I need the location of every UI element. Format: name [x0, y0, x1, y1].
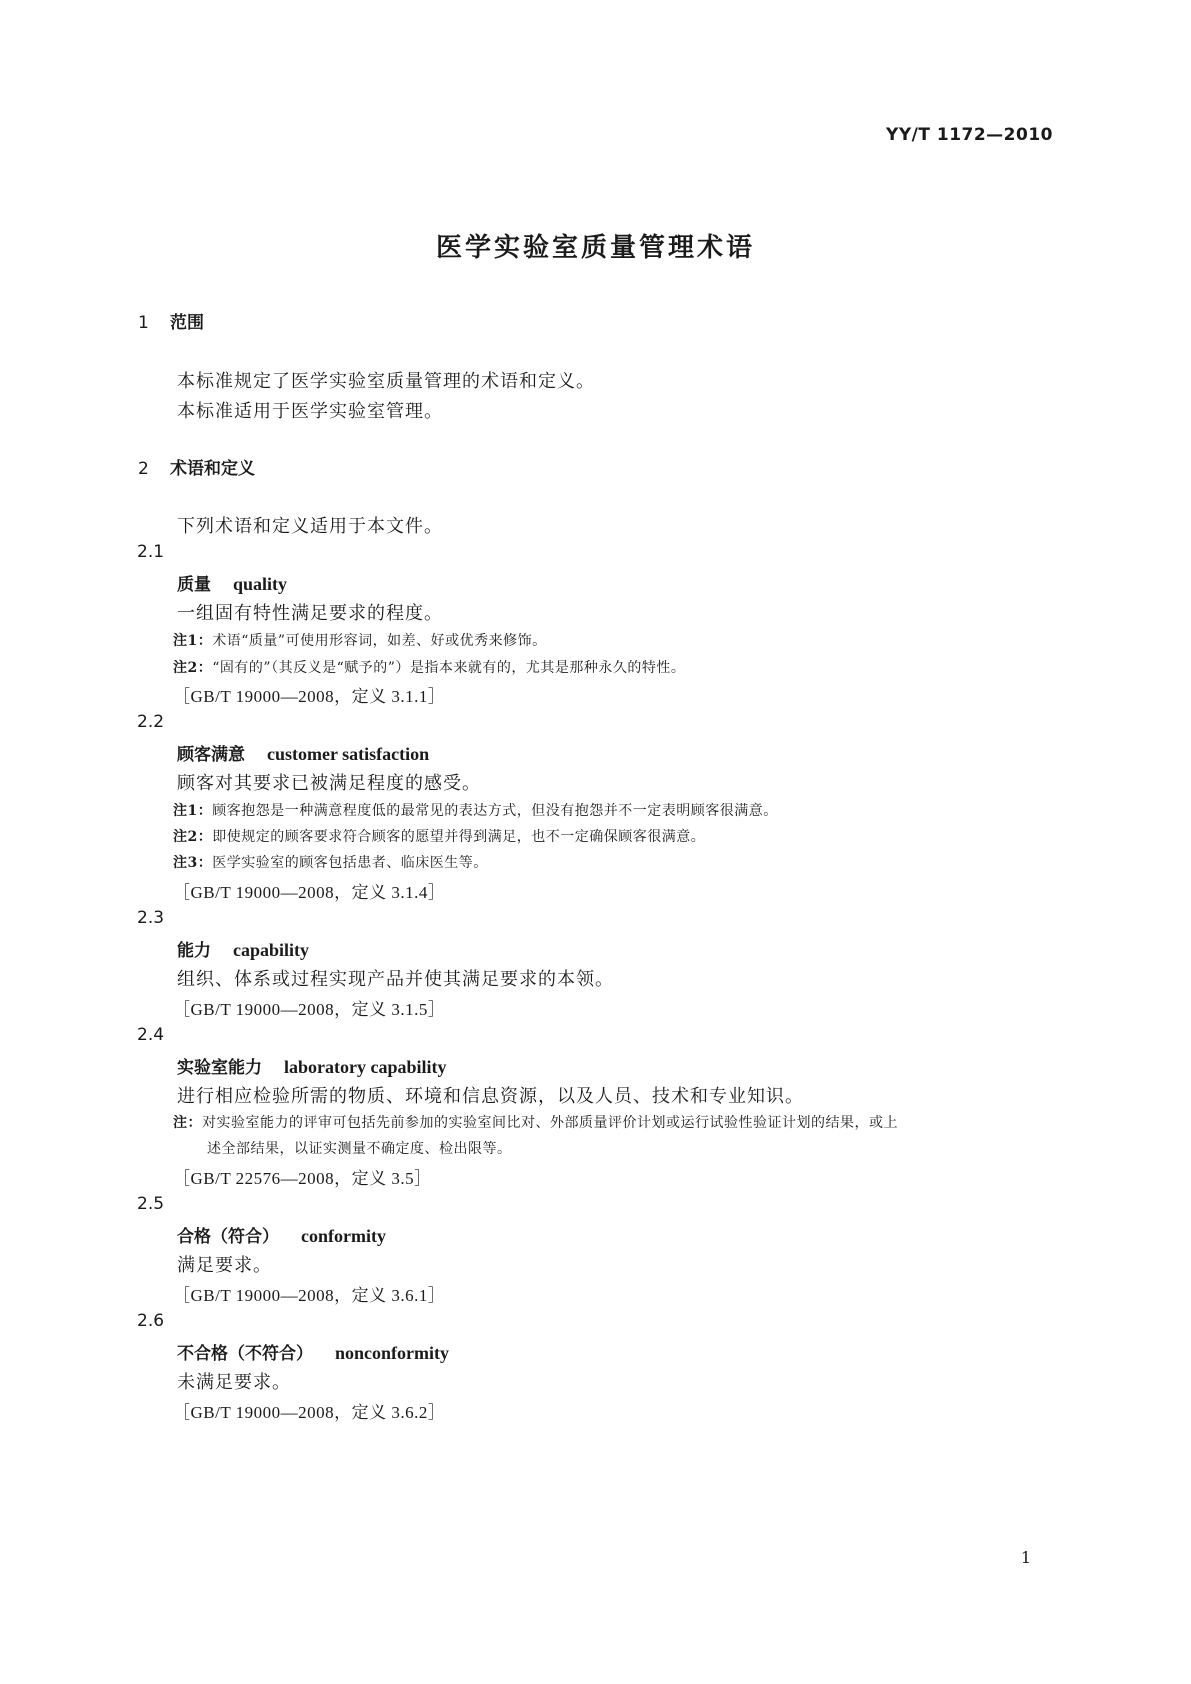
term-reference: ［GB/T 19000—2008，定义 3.1.4］ — [173, 883, 446, 902]
term-definition: 进行相应检验所需的物质、环境和信息资源，以及人员、技术和专业知识。 — [177, 1086, 804, 1107]
term-english: nonconformity — [335, 1343, 449, 1363]
section-title: 范围 — [170, 313, 204, 333]
scope-paragraph: 本标准适用于医学实验室管理。 — [177, 401, 443, 422]
note-text: 对实验室能力的评审可包括先前参加的实验室间比对、外部质量评价计划或运行试验性验证计划的结果，或上 — [202, 1115, 898, 1131]
term-note-continuation: 述全部结果，以证实测量不确定度、检出限等。 — [207, 1141, 512, 1157]
term-definition: 一组固有特性满足要求的程度。 — [177, 603, 443, 624]
clause-number: 2.2 — [137, 712, 165, 732]
term-entry — [177, 740, 429, 765]
term-chinese: 实验室能力 — [177, 1058, 262, 1078]
term-definition: 未满足要求。 — [177, 1372, 291, 1393]
term-reference: ［GB/T 19000—2008，定义 3.6.1］ — [173, 1286, 446, 1305]
note-label: 注2： — [173, 829, 213, 845]
term-entry — [177, 1339, 449, 1364]
term-note — [173, 657, 685, 677]
page-number: 1 — [1020, 1548, 1031, 1567]
term-note — [173, 826, 705, 846]
clause-number: 2.5 — [137, 1194, 165, 1214]
term-entry — [177, 936, 309, 961]
term-note — [173, 852, 488, 872]
term-reference: ［GB/T 22576—2008，定义 3.5］ — [173, 1169, 432, 1188]
term-definition: 满足要求。 — [177, 1255, 272, 1276]
note-label: 注： — [173, 1115, 202, 1131]
section-number: 2 — [138, 459, 149, 479]
section-heading-terms — [138, 454, 255, 479]
note-label: 注3： — [173, 855, 213, 871]
page-title: 医学实验室质量管理术语 — [435, 233, 755, 263]
term-reference: ［GB/T 19000—2008，定义 3.1.5］ — [173, 1000, 446, 1019]
term-note — [173, 1112, 898, 1132]
document-code: YY/T 1172—2010 — [886, 125, 1053, 145]
note-text: 即使规定的顾客要求符合顾客的愿望并得到满足，也不一定确保顾客很满意。 — [212, 829, 706, 845]
term-reference: ［GB/T 19000—2008，定义 3.6.2］ — [173, 1403, 446, 1422]
clause-number: 2.1 — [137, 542, 165, 562]
section-heading-scope — [138, 308, 204, 333]
term-chinese: 质量 — [177, 575, 211, 595]
note-text: 顾客抱怨是一种满意程度低的最常见的表达方式，但没有抱怨并不一定表明顾客很满意。 — [212, 803, 778, 819]
note-label: 注1： — [173, 633, 213, 649]
clause-number: 2.3 — [137, 908, 165, 928]
term-chinese: 顾客满意 — [177, 745, 245, 765]
clause-number: 2.4 — [137, 1025, 165, 1045]
term-chinese: 合格（符合） — [177, 1227, 279, 1247]
term-english: laboratory capability — [284, 1057, 447, 1077]
section-number: 1 — [138, 313, 149, 333]
note-text: 术语“质量”可使用形容词，如差、好或优秀来修饰。 — [212, 633, 547, 649]
term-note — [173, 630, 547, 650]
note-label: 注2： — [173, 660, 213, 676]
note-label: 注1： — [173, 803, 213, 819]
note-text: 医学实验室的顾客包括患者、临床医生等。 — [212, 855, 488, 871]
clause-number: 2.6 — [137, 1311, 165, 1331]
term-english: capability — [233, 940, 310, 960]
scope-paragraph: 本标准规定了医学实验室质量管理的术语和定义。 — [177, 371, 595, 392]
term-entry — [177, 1053, 447, 1078]
term-definition: 顾客对其要求已被满足程度的感受。 — [177, 773, 481, 794]
term-reference: ［GB/T 19000—2008，定义 3.1.1］ — [173, 687, 446, 706]
term-chinese: 不合格（不符合） — [177, 1344, 313, 1364]
term-english: quality — [233, 574, 288, 594]
term-entry — [177, 570, 287, 595]
term-entry — [177, 1222, 386, 1247]
term-english: customer satisfaction — [267, 744, 430, 764]
term-english: conformity — [301, 1226, 386, 1246]
section-title: 术语和定义 — [170, 459, 255, 479]
note-text: “固有的”（其反义是“赋予的”）是指本来就有的，尤其是那种永久的特性。 — [212, 660, 686, 676]
term-definition: 组织、体系或过程实现产品并使其满足要求的本领。 — [177, 969, 614, 990]
term-note — [173, 800, 778, 820]
terms-intro: 下列术语和定义适用于本文件。 — [177, 516, 443, 537]
term-chinese: 能力 — [177, 941, 211, 961]
